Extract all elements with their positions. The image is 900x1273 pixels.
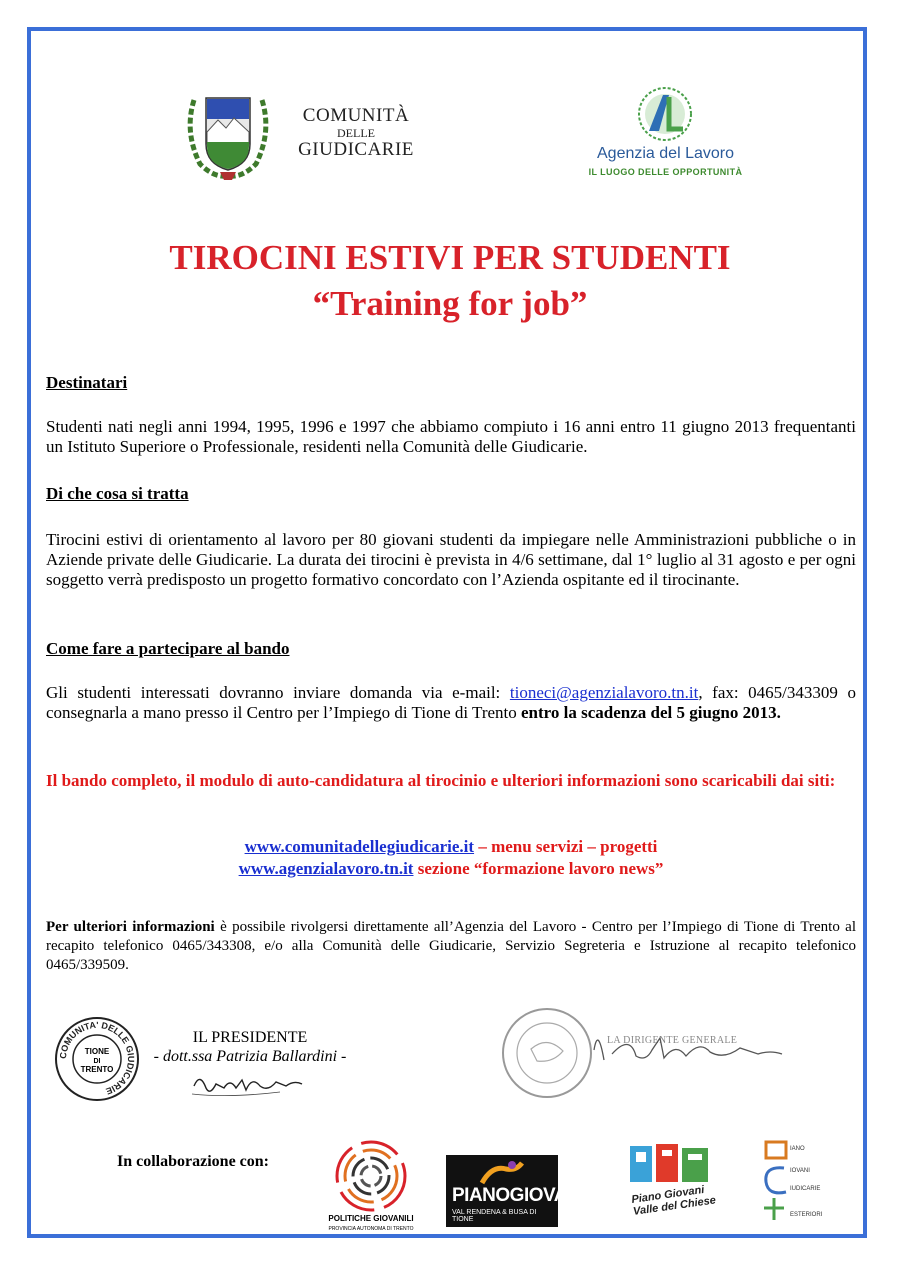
- president-signature: [190, 1066, 310, 1102]
- politiche-sub: PROVINCIA AUTONOMA DI TRENTO: [328, 1226, 414, 1232]
- stamp-center-1: TIONE: [84, 1047, 110, 1056]
- heading-partecipare: Come fare a partecipare al bando: [46, 639, 290, 658]
- president-name: - dott.ssa Patrizia Ballardini -: [153, 1048, 347, 1065]
- bando-text: Il bando completo, il modulo di auto-candidatura al tirocinio e ulteriori informazioni sono scaricabili dai siti:: [46, 771, 836, 790]
- info-bold: Per ulteriori informazioni: [46, 919, 215, 935]
- partecipare-text: [46, 683, 856, 723]
- president-block: [140, 1028, 360, 1066]
- link-line-1: [46, 837, 856, 857]
- giovani-giudicarie-logo: [760, 1138, 823, 1228]
- dirigente-signature: [590, 1020, 790, 1076]
- agenzia-website-link[interactable]: www.agenzialavoro.tn.it: [238, 859, 414, 878]
- comunita-logo-text: COMUNITÀ DELLE GIUDICARIE: [298, 105, 414, 160]
- crest-icon: [180, 92, 276, 182]
- gg-letters-icon: [760, 1138, 792, 1228]
- agenzia-name: Agenzia del Lavoro: [597, 145, 734, 162]
- runner-icon: [472, 1159, 532, 1187]
- comunita-website-link[interactable]: www.comunitadellegiudicarie.it: [244, 837, 475, 856]
- partecipare-text-after: , fax: 0465/343309 o consegnarla a mano presso il Centro per l’Impiego di Tione di Trento: [46, 683, 857, 722]
- agenzia-lavoro-logo: [578, 85, 753, 185]
- politiche-giovanili-logo: [328, 1138, 414, 1234]
- gg-line-2: IOVANI: [790, 1168, 810, 1174]
- page-title: TIROCINI ESTIVI PER STUDENTI: [169, 238, 731, 277]
- piano-giovani-sub: VAL RENDENA & BUSA DI TIONE: [452, 1209, 537, 1223]
- gg-line-3: IUDICARIE: [790, 1186, 821, 1192]
- partecipare-text-before: Gli studenti interessati dovranno inviare domanda via e-mail:: [46, 683, 510, 702]
- comunita-giudicarie-logo: [180, 92, 420, 182]
- gg-line-4: ESTERIORI: [790, 1212, 823, 1218]
- deadline-text: entro la scadenza del 5 giugno 2013.: [521, 703, 781, 722]
- dirigente-label: LA DIRIGENTE GENERALE: [607, 1035, 738, 1046]
- link-note-1: – menu servizi – progetti: [474, 837, 658, 856]
- pgvc-name: Piano Giovani Valle del Chiese: [630, 1183, 717, 1218]
- al-emblem-icon: [633, 85, 697, 143]
- stamp-center-3: TRENTO: [80, 1065, 114, 1074]
- stamp-icon: [54, 1016, 140, 1102]
- heading-destinatari: Destinatari: [46, 373, 128, 392]
- politiche-spiral-icon: [333, 1138, 409, 1214]
- cosa-text: Tirocini estivi di orientamento al lavoro per 80 giovani studenti da impiegare nelle Amministrazioni pubbliche o in Aziende private delle Giudicarie. La durata dei tirocini è prevista in 4/6 settimane, dal 1° luglio al 31 agosto e per ogni soggetto verrà predisposto un progetto formativo concordato con l’Azienda ospitante ed il tirocinante.: [46, 530, 856, 589]
- politiche-text: [325, 1214, 417, 1234]
- link-note-2: sezione “formazione lavoro news”: [413, 859, 664, 878]
- pgvc-logo: [626, 1140, 718, 1228]
- piano-giovani-logo: [446, 1155, 585, 1227]
- heading-cosa: Di che cosa si tratta: [46, 484, 189, 503]
- stamp-center-2: DI: [93, 1058, 101, 1065]
- comunita-stamp: [54, 1016, 140, 1102]
- link-line-2: [46, 859, 856, 879]
- email-link[interactable]: tioneci@agenzialavoro.tn.it: [509, 683, 699, 702]
- piano-giovani-name: PIANOGIOVANI: [452, 1185, 585, 1206]
- info-text: [46, 918, 856, 975]
- agenzia-tagline: IL LUOGO DELLE OPPORTUNITÀ: [588, 167, 743, 177]
- collab-label: In collaborazione con:: [117, 1153, 269, 1170]
- gg-line-1: IANO: [790, 1146, 805, 1152]
- president-title: IL PRESIDENTE: [192, 1029, 308, 1046]
- politiche-name: POLITICHE GIOVANILI: [328, 1214, 414, 1223]
- page-subtitle: “Training for job”: [312, 284, 588, 323]
- pgvc-letters-icon: [626, 1140, 718, 1190]
- destinatari-text: Studenti nati negli anni 1994, 1995, 1996 e 1997 che abbiamo compiuto i 16 anni entro 11 giugno 2013 frequentanti un Istituto Superiore o Professionale, residenti nella Comunità delle Giudicarie.: [46, 417, 856, 456]
- stamp-ring-text: COMUNITA' DELLE GIUDICARIE: [57, 1019, 137, 1097]
- info-body: è possibile rivolgersi direttamente all’Agenzia del Lavoro - Centro per l’Impiego di Tione di Trento al recapito telefonico 0465/343308, e/o alla Comunità delle Giudicarie, Servizio Segreteria e Istruzione al recapito telefonico 0465/339509.: [46, 919, 857, 973]
